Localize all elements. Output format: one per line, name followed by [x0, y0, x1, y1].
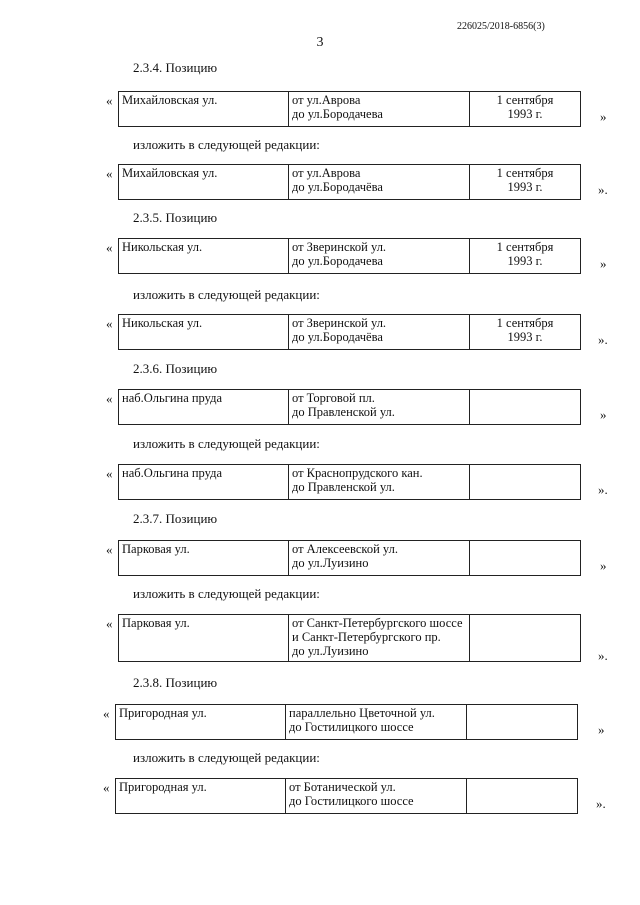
close-quote: ».: [596, 796, 606, 811]
open-quote: «: [106, 166, 113, 181]
close-quote: »: [600, 109, 607, 124]
date-cell: 1 сентября 1993 г.: [470, 92, 581, 127]
street-name-cell: наб.Ольгина пруда: [119, 390, 289, 425]
date-cell: [470, 541, 581, 576]
open-quote: «: [103, 780, 110, 795]
date-cell: [470, 465, 581, 500]
date-cell: [470, 390, 581, 425]
close-quote: ».: [598, 332, 608, 347]
entry-row: [0, 91, 640, 131]
street-name-cell: Михайловская ул.: [119, 165, 289, 200]
street-range-cell: от Зверинской ул. до ул.Бородачева: [289, 239, 470, 274]
date-cell: 1 сентября 1993 г.: [470, 165, 581, 200]
street-range-cell: от ул.Аврова до ул.Бородачёва: [289, 165, 470, 200]
street-range-cell: от Краснопрудского кан. до Правленской ул.: [289, 465, 470, 500]
close-quote: »: [598, 722, 605, 737]
paragraph-2-3-5: 2.3.5. Позицию: [133, 210, 218, 225]
street-name-cell: Пригородная ул.: [116, 705, 286, 740]
street-range-cell: от Ботанической ул. до Гостилицкого шоссе: [286, 779, 467, 814]
edit-instruction: изложить в следующей редакции:: [133, 436, 320, 451]
edit-instruction: изложить в следующей редакции:: [133, 750, 320, 765]
date-cell: 1 сентября 1993 г.: [470, 315, 581, 350]
date-cell: 1 сентября 1993 г.: [470, 239, 581, 274]
open-quote: «: [106, 93, 113, 108]
open-quote: «: [106, 616, 113, 631]
open-quote: «: [106, 240, 113, 255]
street-name-cell: Пригородная ул.: [116, 779, 286, 814]
entry-row: [0, 614, 640, 670]
street-range-cell: от Санкт-Петербургского шоссе и Санкт-Петербургского пр. до ул.Луизино: [289, 615, 470, 662]
close-quote: »: [600, 558, 607, 573]
street-name-cell: Парковая ул.: [119, 615, 289, 662]
street-name-cell: наб.Ольгина пруда: [119, 465, 289, 500]
entry-row: [0, 540, 640, 580]
date-cell: [470, 615, 581, 662]
street-name-cell: Михайловская ул.: [119, 92, 289, 127]
entry-row: [0, 238, 640, 278]
paragraph-2-3-6: 2.3.6. Позицию: [133, 361, 218, 376]
entry-row: [0, 704, 640, 744]
paragraph-2-3-4: 2.3.4. Позицию: [133, 60, 218, 75]
entry-row: [0, 164, 640, 204]
entry-row: [0, 314, 640, 354]
close-quote: ».: [598, 182, 608, 197]
paragraph-2-3-7: 2.3.7. Позицию: [133, 511, 218, 526]
paragraph-2-3-8: 2.3.8. Позицию: [133, 675, 218, 690]
entry-row: [0, 778, 640, 818]
street-range-cell: параллельно Цветочной ул. до Гостилицкого шоссе: [286, 705, 467, 740]
street-name-cell: Никольская ул.: [119, 315, 289, 350]
open-quote: «: [106, 391, 113, 406]
close-quote: ».: [598, 482, 608, 497]
date-cell: [467, 779, 578, 814]
document-number: 226025/2018-6856(3): [457, 21, 545, 32]
street-range-cell: от Торговой пл. до Правленской ул.: [289, 390, 470, 425]
edit-instruction: изложить в следующей редакции:: [133, 586, 320, 601]
open-quote: «: [106, 542, 113, 557]
entry-row: [0, 464, 640, 504]
open-quote: «: [106, 466, 113, 481]
entry-row: [0, 389, 640, 429]
street-name-cell: Никольская ул.: [119, 239, 289, 274]
open-quote: «: [103, 706, 110, 721]
street-range-cell: от Зверинской ул. до ул.Бородачёва: [289, 315, 470, 350]
page-number: 3: [316, 35, 324, 50]
close-quote: ».: [598, 648, 608, 663]
edit-instruction: изложить в следующей редакции:: [133, 287, 320, 302]
close-quote: »: [600, 407, 607, 422]
close-quote: »: [600, 256, 607, 271]
street-name-cell: Парковая ул.: [119, 541, 289, 576]
street-range-cell: от Алексеевской ул. до ул.Луизино: [289, 541, 470, 576]
street-range-cell: от ул.Аврова до ул.Бородачева: [289, 92, 470, 127]
edit-instruction: изложить в следующей редакции:: [133, 137, 320, 152]
date-cell: [467, 705, 578, 740]
open-quote: «: [106, 316, 113, 331]
